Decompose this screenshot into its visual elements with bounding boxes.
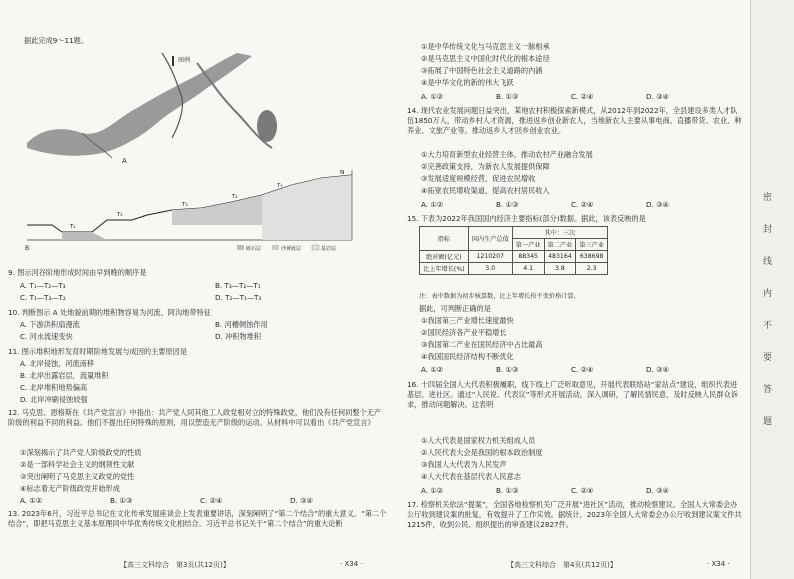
svg-text:T₄: T₄ (232, 194, 238, 200)
q11-opt-d: D. 北岸冲刷侵蚀较强 (20, 395, 88, 404)
q10-opt-b: B. 河槽侧蚀作用 (215, 320, 268, 329)
q12-options: A. ①② B. ①③ C. ②④ D. ③④ (20, 496, 313, 505)
q14-options: A. ①② B. ①③ C. ②④ D. ③④ (421, 200, 669, 209)
left-footer: 【高三文科综合 第3页(共12页)】 (120, 561, 230, 569)
q15-options: A. ①② B. ①③ C. ②④ D. ③④ (421, 365, 669, 374)
q16-stem: 16. 十四届全国人大代表积极履职，线下线上广泛听取意见，开展代表联络站“家站点”建设，组织代表进基层、进社区。通过“人民说、代表议”等形式开展活动，深入调研，了解民情民意，及时反映人民群众诉求，推动问题解决。这表明 (407, 380, 738, 409)
cross-section-figure (22, 170, 362, 258)
q14-item-4: ④拓宽农民增收渠道，提高农村居民收入 (421, 186, 550, 195)
q9-opt-b: B. T₃—T₂—T₁ (215, 281, 261, 290)
q15-item-1: ①我国第三产业增长速度最快 (421, 316, 514, 325)
q11-opt-b: B. 北岸出露岩层，流量堆积 (20, 371, 109, 380)
svg-text:沙黄砾层: 沙黄砾层 (281, 246, 302, 252)
q16-options: A. ①② B. ①③ C. ②④ D. ③④ (421, 486, 669, 495)
right-footer-code: · X34 · (707, 560, 730, 568)
q9-opt-a: A. T₁—T₂—T₃ (20, 281, 66, 290)
q15-note: 注：表中数据为初步核算数，比上年增长按不变价格计算。 (419, 293, 580, 300)
intro-text: 据此完成9～11题。 (24, 36, 89, 45)
gdp-table (419, 226, 608, 275)
svg-text:T₁: T₁ (70, 224, 76, 230)
table-header-secondary: 第二产业 (544, 239, 576, 251)
spine-char: 题 (763, 417, 773, 427)
q15-stem: 15. 下表为2022年我国国内经济主要指标(部分)数据。据此，该表反映的是 (407, 214, 646, 223)
q9-opt-d: D. T₂—T₁—T₃ (215, 293, 262, 302)
binding-margin (750, 0, 794, 579)
left-footer-code: · X34 · (340, 560, 363, 568)
q10-opt-a: A. 下游洪积扇漫流 (20, 320, 80, 329)
valley-map-figure (22, 48, 292, 168)
q14-item-2: ②完善政策支持，为新农人发展提供保障 (421, 162, 550, 171)
spine-char: 不 (763, 321, 773, 331)
q16-item-1: ①人大代表是国家权力机关组成人员 (421, 436, 536, 445)
q13-options: A. ①② B. ①③ C. ②④ D. ③④ (421, 92, 669, 101)
q17-stem: 17. 检察机关依法“提案”，全国各地检察机关广泛开展“进社区”活动，推动检察建议。全国人大常委会办公厅收到建议案的批复，有效提升了工作实效。据统计，2023年全国人大常委会办公厅收到建议案文件共1215件，收到公民、组织提出的审查建议2827件。 (407, 500, 742, 529)
table-row: 比上年增长(%) 3.0 4.1 3.8 2.3 (420, 263, 608, 275)
q11-opt-a: A. 北岸侵蚀，河流南移 (20, 359, 95, 368)
left-page (0, 0, 396, 579)
q12-item-1: ①深刻揭示了共产党人阶级政党的性质 (20, 448, 142, 457)
svg-text:砾石层: 砾石层 (246, 246, 262, 252)
label-b: B (25, 245, 30, 252)
right-footer: 【高三文科综合 第4页(共12页)】 (507, 561, 617, 569)
svg-text:图例: 图例 (178, 57, 191, 64)
label-n: N (340, 170, 345, 176)
table-header-gdp: 国内生产总值 (468, 227, 512, 251)
svg-text:T₃: T₃ (182, 202, 188, 208)
q16-item-2: ②人民代表大会是我国的根本政治制度 (421, 448, 543, 457)
q16-item-3: ③我国人大代表为人民发声 (421, 460, 507, 469)
svg-text:基岩层: 基岩层 (321, 246, 337, 252)
q12-item-3: ③突出阐明了马克思主义政党的党性 (20, 472, 135, 481)
q10-opt-d: D. 冲积物堆积 (215, 332, 262, 341)
q13-item-1: ①是中华传统文化与马克思主义一脉相承 (421, 42, 550, 51)
q13-item-4: ④是中华文化的新的伟大飞跃 (421, 78, 514, 87)
q13-item-2: ②是马克思主义中国化时代化的根本途径 (421, 54, 550, 63)
table-header-tertiary: 第三产业 (576, 239, 608, 251)
spine-char: 线 (763, 257, 773, 267)
spine-char: 密 (763, 193, 773, 203)
q13-stem: 13. 2023年6月，习近平总书记在文化传承发展座谈会上发表重要讲话，深刻阐明了“第二个结合”的重大意义。“第二个结合”，即把马克思主义基本原理同中华优秀传统文化相结合。习近平总书记关于“第二个结合”的重大论断 (8, 509, 387, 528)
q14-item-3: ③发展适度规模经营，促进农民增收 (421, 174, 536, 183)
q16-item-4: ④人大代表在基层代表人民意志 (421, 472, 521, 481)
q13-item-3: ③拓展了中国特色社会主义道路的内涵 (421, 66, 543, 75)
q15-item-3: ③我国第二产业在国民经济中占比最高 (421, 340, 543, 349)
q14-item-1: ①大力培育新型农业经营主体，推动农村产业融合发展 (421, 150, 593, 159)
q14-stem: 14. 现代农业发展问题日益突出，某地农村积极探索新模式，从2012年到2022年，全县建设多类人才队伍1850万人，带动乡村人才资源，推进返乡创业新农人，当地新农人主要从事电商、直播带货、农业、种养业、文旅产业等。推动返乡人才回乡创业农业。 (407, 106, 742, 135)
q10-stem: 10. 判断图示 A 处地貌前期的堆积物容易为河流、阿沟地带特征 (8, 308, 211, 317)
right-page (397, 0, 750, 579)
q12-item-4: ④标志着无产阶级政党开始形成 (20, 484, 120, 493)
q12-item-2: ②是一部科学社会主义的纲领性文献 (20, 460, 135, 469)
spine-char: 答 (763, 385, 773, 395)
table-header-group: 其中：三次 (512, 227, 607, 239)
q11-stem: 11. 图示堆积地形发育时期阶地发展与成因的主要原因是 (8, 347, 188, 356)
q9-stem: 9. 图示河谷阶地形成时间由早到晚的顺序是 (8, 268, 147, 277)
q11-opt-c: C. 北岸堆积地势偏高 (20, 383, 88, 392)
table-header-primary: 第一产业 (512, 239, 544, 251)
table-row: 绝对额(亿元) 1210207 88345 483164 638698 (420, 251, 608, 263)
spine-char: 要 (763, 353, 773, 363)
table-header-indicator: 指标 (420, 227, 469, 251)
spine-char: 封 (763, 225, 773, 235)
label-a: A (122, 157, 127, 165)
q10-opt-c: C. 河水流速变快 (20, 332, 73, 341)
spine-char: 内 (763, 289, 773, 299)
q15-item-2: ②国民经济各产业平稳增长 (421, 328, 507, 337)
q15-prompt: 据此，可判断正确的是 (419, 304, 491, 313)
q12-stem: 12. 马克思、恩格斯在《共产党宣言》中指出：共产党人同其他工人政党相对立的特殊政党，他们没有任何同整个无产阶级的利益不同的利益。他们不提出任何特殊的原则，用以塑造无产阶级的运动。从材料中可以看出《共产党宣言》 (8, 408, 382, 427)
svg-text:T₅: T₅ (277, 183, 283, 189)
q15-item-4: ④我国国民经济结构不断优化 (421, 352, 514, 361)
svg-text:T₂: T₂ (117, 212, 123, 218)
q9-opt-c: C. T₁—T₃—T₂ (20, 293, 66, 302)
